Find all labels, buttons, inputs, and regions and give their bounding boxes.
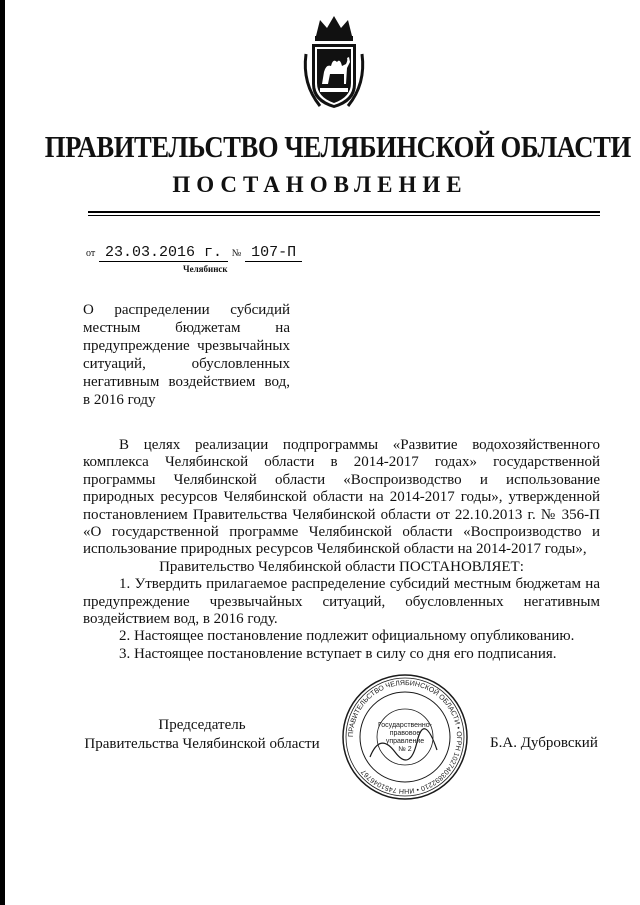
document-body	[83, 437, 600, 663]
resolves-line: Правительство Челябинской области ПОСТАНОВЛЯЕТ:	[159, 558, 524, 575]
chelyabinsk-coat-of-arms-icon	[300, 14, 368, 112]
registration-line	[86, 244, 302, 261]
stamp-inner-text-1: Государственно-	[377, 722, 433, 729]
from-label: от	[86, 248, 96, 259]
stamp-inner-text-2: правовое	[389, 730, 421, 737]
preamble-paragraph: В целях реализации подпрограммы «Развитие водохозяйственного комплекса Челябинской области в 2014-2017 годах» государственной программы Челябинской области «Воспроизводство и использование природных ресурсов Челябинской области на 2014-2017 годы», утвержденной постановлением Правительства Челябинской области от 22.10.2013 г. № 356-П «О государственной программе Челябинской области «Воспроизводство и использование природных ресурсов Челябинской области на 2014-2017 годы»,	[83, 437, 600, 558]
document-subject: О распределении субсидий местным бюджетам на предупреждение чрезвычайных ситуаций, обусловленных негативным воздействием вод, в 2016 году	[83, 302, 290, 408]
stamp-inner-text-3: управление	[385, 738, 425, 745]
document-date: 23.03.2016 г.	[99, 244, 228, 262]
stamp-ring-text: ПРАВИТЕЛЬСТВО ЧЕЛЯБИНСКОЙ ОБЛАСТИ • ОГРН 1027403892210 • ИНН 7451046767	[347, 679, 463, 795]
header-rule-thin	[88, 215, 600, 216]
city-label: Челябинск	[183, 264, 228, 274]
signatory-name: Б.А. Дубровский	[490, 735, 598, 751]
resolution-item-3: 3. Настоящее постановление вступает в силу со дня его подписания.	[119, 645, 557, 662]
scan-edge-bar	[0, 0, 5, 905]
resolution-item-2: 2. Настоящее постановление подлежит официальному опубликованию.	[119, 628, 575, 645]
header-rule-thick	[88, 211, 600, 213]
signatory-title-line-2: Правительства Челябинской области	[84, 736, 320, 752]
signatory-title	[84, 716, 320, 754]
number-label: №	[231, 248, 242, 259]
document-number: 107-П	[245, 244, 302, 262]
signatory-title-line-1: Председатель	[158, 717, 246, 733]
government-title: ПРАВИТЕЛЬСТВО ЧЕЛЯБИНСКОЙ ОБЛАСТИ	[44, 129, 631, 164]
stamp-inner-text-4: № 2	[398, 746, 412, 753]
official-seal-stamp	[340, 672, 470, 802]
document-type: ПОСТАНОВЛЕНИЕ	[172, 172, 468, 197]
resolution-item-1: 1. Утвердить прилагаемое распределение субсидий местным бюджетам на предупреждение чрезвычайных ситуаций, обусловленных негативным воздействием вод, в 2016 году.	[83, 576, 600, 628]
